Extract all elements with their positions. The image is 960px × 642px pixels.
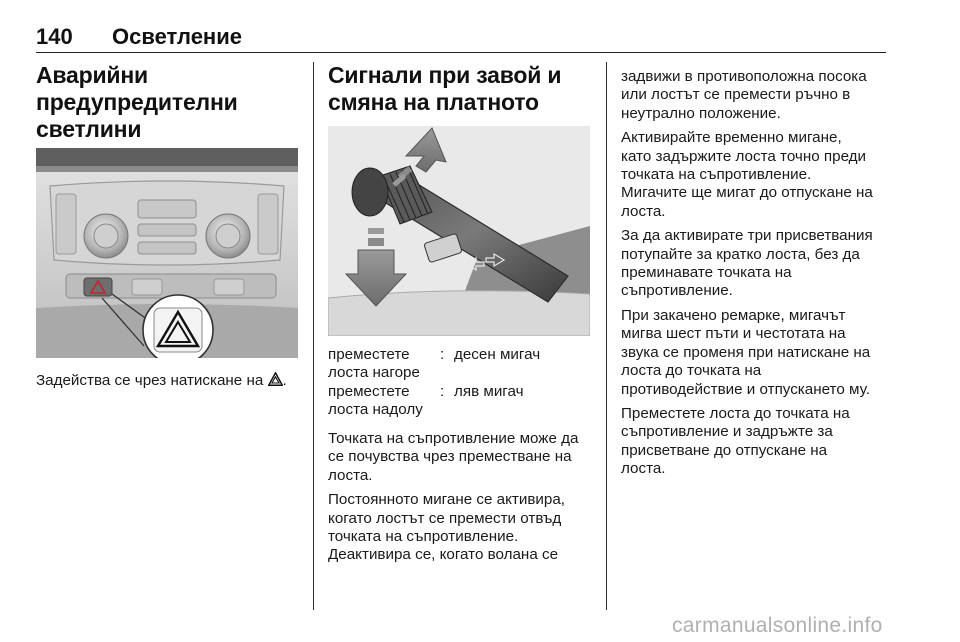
title-line: Сигнали при завой и (328, 62, 562, 88)
text-line: точката на съпротивление. (328, 528, 519, 546)
paragraph (621, 307, 893, 399)
page-number: 140 (36, 24, 73, 49)
text-line: За да активирате три присветвания (621, 227, 873, 245)
text-line: преминавате точката на (621, 264, 792, 282)
text-line: противодействие и отпускането му. (621, 380, 870, 398)
section-title-turn-signals (328, 62, 594, 116)
definition-separator: : (440, 382, 445, 400)
text-line: Активирайте временно мигане, (621, 129, 842, 147)
title-line: светлини (36, 116, 142, 142)
definition-row (328, 346, 594, 383)
text-line: мигва шест пъти и честотата на (621, 325, 846, 343)
term-line: лоста нагоре (328, 364, 420, 382)
text-line: или лостът се премести ръчно в (621, 86, 851, 104)
paragraph (621, 227, 893, 301)
title-line: смяна на платното (328, 89, 539, 115)
text-line: лоста. (328, 466, 373, 484)
text-line: присветване до отпускане на (621, 441, 828, 459)
text-line: потупайте за кратко лоста, без да (621, 245, 860, 263)
hazard-caption (36, 372, 306, 390)
definition-separator: : (440, 346, 445, 363)
page-header (36, 22, 886, 53)
text-line: като задържите лоста точно преди (621, 147, 867, 165)
definition-term (328, 346, 440, 383)
hazard-triangle-icon (268, 372, 283, 386)
text-line: задвижи в противоположна посока (621, 68, 867, 85)
text-line: Преместете лоста до точката на (621, 404, 850, 422)
continued-body-text (621, 68, 893, 485)
stalk-drawing (328, 126, 590, 336)
chapter-title: Осветление (112, 24, 242, 49)
stalk-direction-list (328, 346, 594, 420)
paragraph (328, 491, 596, 565)
title-line: предупредителни (36, 89, 238, 115)
watermark: carmanualsonline.info (672, 614, 883, 637)
caption-text (36, 372, 306, 390)
text-line: Постоянното мигане се активира, (328, 491, 566, 509)
definition-term (328, 383, 440, 420)
text-line: При закачено ремарке, мигачът (621, 306, 846, 324)
definition-value: десен мигач (454, 346, 541, 363)
text-line: съпротивление. (621, 282, 733, 300)
text-line: когато лостът се премести отвъд (328, 509, 562, 527)
text-line: Деактивира се, когато волана се (328, 546, 559, 564)
text-line: се почувства чрез преместване на (328, 448, 572, 466)
text-line: звука се променя при натискане на (621, 343, 871, 361)
section-title-hazard (36, 62, 302, 143)
definition-value: ляв мигач (454, 382, 524, 400)
turn-signal-stalk-illustration (328, 126, 590, 336)
dashboard-console-drawing (36, 148, 298, 358)
text-line: неутрално положение. (621, 104, 781, 122)
text-line: точката на съпротивление. (621, 166, 812, 184)
text-line: Точката на съпротивление може да (328, 430, 579, 447)
text-line: съпротивление и задръжте за (621, 423, 833, 441)
term-line: лоста надолу (328, 401, 423, 419)
text-line: лоста. (621, 460, 666, 478)
text-line: Мигачите ще мигат до отпускане на (621, 184, 873, 202)
paragraph (328, 430, 596, 485)
term-line: преместете (328, 346, 410, 363)
title-line: Аварийни (36, 62, 148, 88)
definition-row (328, 383, 594, 420)
hazard-switch-illustration (36, 148, 298, 358)
caption-text-before: Задейства се чрез натискане на (36, 372, 264, 389)
paragraph (621, 405, 893, 479)
column-divider (313, 62, 314, 610)
paragraph (621, 68, 893, 123)
term-line: преместете (328, 382, 410, 400)
column-hazard-lights (36, 62, 302, 389)
paragraph (621, 129, 893, 221)
column-divider (606, 62, 607, 610)
text-line: лоста до точката на (621, 362, 762, 380)
column-turn-signals (328, 62, 594, 564)
turn-signal-body-text (328, 430, 596, 571)
caption-text-after: . (282, 372, 287, 389)
text-line: лоста. (621, 202, 666, 220)
